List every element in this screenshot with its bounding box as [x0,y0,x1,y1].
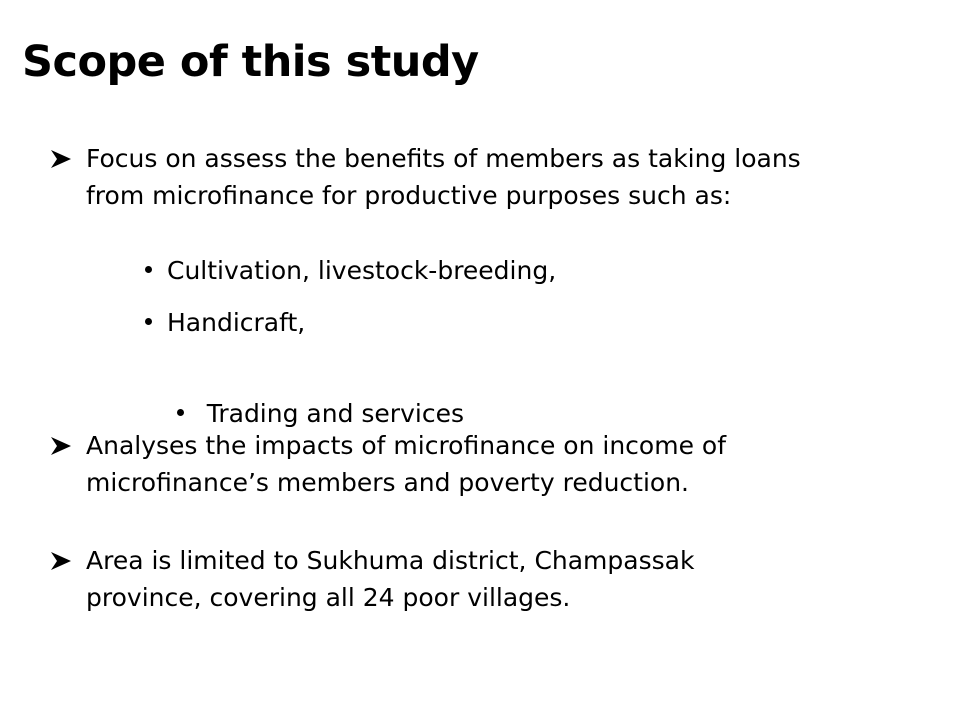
bullet-text [86,140,936,214]
sub-item-label: Handicraft, [167,308,306,337]
bullet-line: Area is limited to Sukhuma district, Champassak [86,546,695,575]
bullet-point-analyses [50,427,940,501]
sub-item-handicraft [145,304,305,341]
bullet-line: microfinance’s members and poverty reduction. [86,468,690,497]
sub-item-cultivation [145,252,556,289]
sub-item-label: Cultivation, livestock-breeding, [167,256,557,285]
bullet-text [86,427,936,501]
bullet-point-area [50,542,940,616]
sub-item-label: Trading and services [198,399,464,428]
slide-title: Scope of this study [22,37,479,87]
bullet-line: Analyses the impacts of microfinance on income of [86,431,727,460]
round-dot-icon [145,266,152,273]
bullet-line: from microfinance for productive purposes such as: [86,181,732,210]
bullet-line: Focus on assess the benefits of members as taking loans [86,144,801,173]
bullet-text [86,542,936,616]
bullet-line: province, covering all 24 poor villages. [86,583,571,612]
arrowhead-bullet-icon [50,550,72,572]
round-dot-icon [177,409,184,416]
round-dot-icon [145,318,152,325]
arrowhead-bullet-icon [50,148,72,170]
bullet-point-focus [50,140,940,214]
arrowhead-bullet-icon [50,435,72,457]
